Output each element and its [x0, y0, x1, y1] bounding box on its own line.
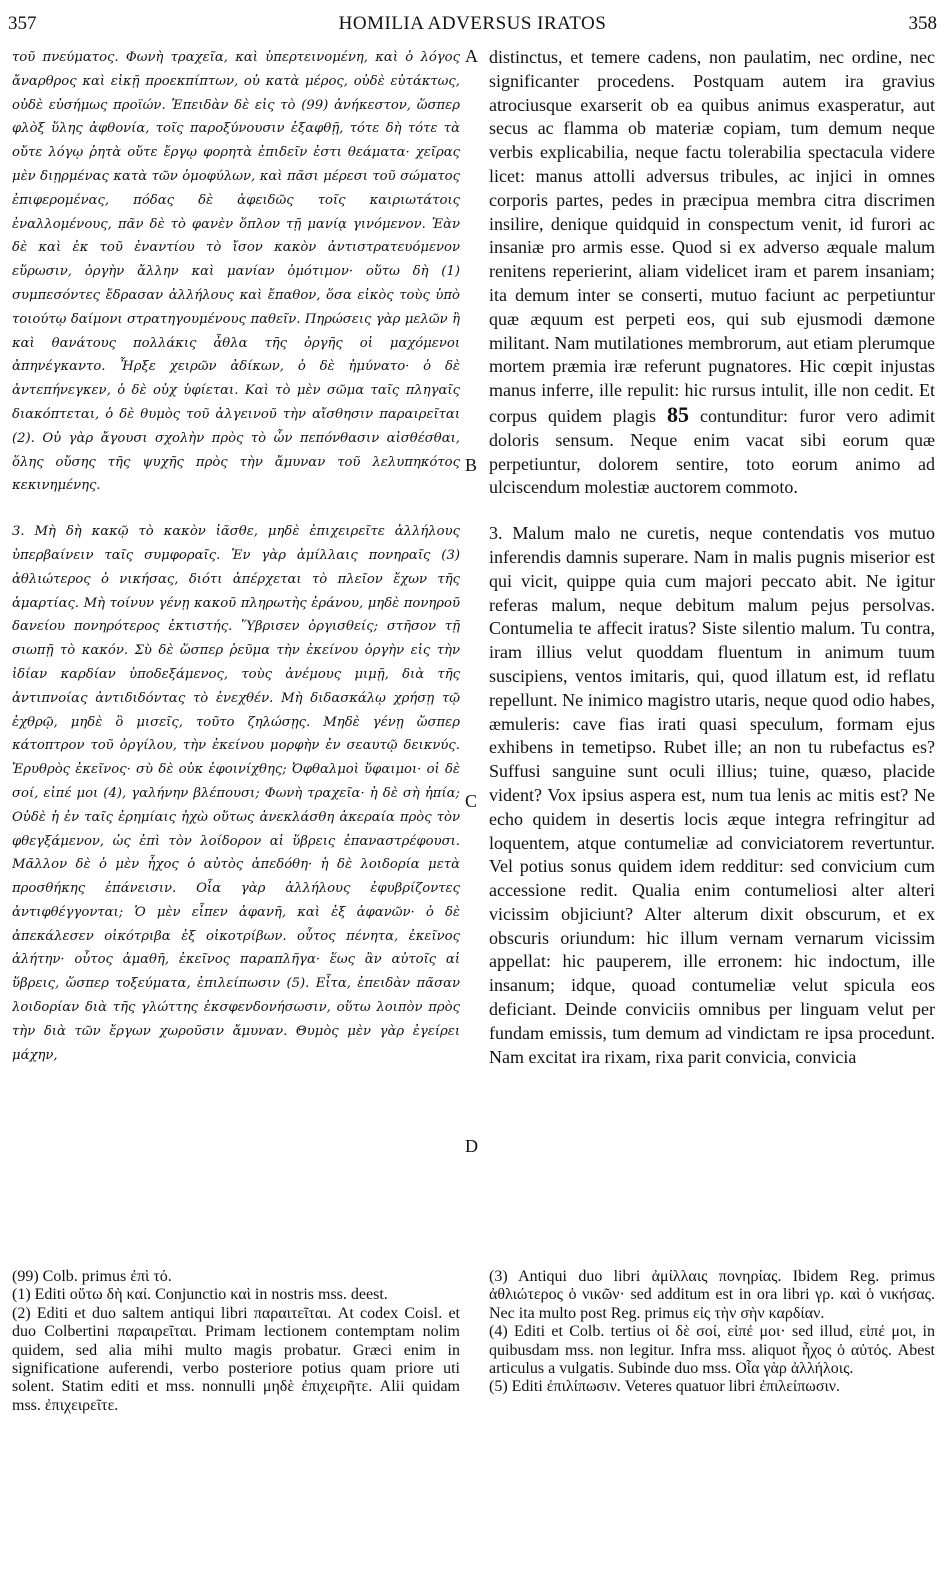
footnote-99: (99) Colb. primus ἐπὶ τό.: [12, 1268, 172, 1285]
greek-paragraph-1: τοῦ πνεύματος. Φωνὴ τραχεῖα, καὶ ὑπερτεινομένη, καὶ ὁ λόγος ἄναρθρος καὶ εἰκῇ προεκπίπτων, οὐ κατὰ μέρος, οὐδὲ εὐτάκτως, οὐδὲ εὐσήμως προϊών. Ἐπειδὰν δὲ εἰς τὸ (99) ἀνήκεστον, ὥσπερ φλὸξ ὕλης ἀφθονία, τοῖς παροξύνουσιν ἐξαφθῇ, τότε δὴ τότε τὰ οὔτε λόγῳ ῥητὰ οὔτε ἔργῳ φορητὰ ἐπιδεῖν ἐστι θεάματα· χεῖρας μὲν διῃρμένας κατὰ τῶν ὁμοφύλων, καὶ πᾶσι μέρεσι τοῦ σώματος ἐπιφερομένας, πόδας δὲ ἀφειδῶς τοῖς καιριωτάτοις ἐναλλομένους, πᾶν δὲ τὸ φανὲν ὅπλον τῇ μανίᾳ γινόμενον. Ἐὰν δὲ καὶ ἐκ τοῦ ἐναντίου τὸ ἴσον κακὸν ἀντιστρατευόμενον εὕρωσιν, ὀργὴν ἄλλην καὶ μανίαν ὁμότιμον· οὕτω δὴ (1) συμπεσόντες ἔδρασαν ἀλλήλους καὶ ἔπαθον, ὅσα εἰκὸς τοὺς ὑπὸ τοιούτῳ δαίμονι στρατηγουμένους παθεῖν. Πηρώσεις γὰρ μελῶν ἢ καὶ θανάτους πολλάκις ἆθλα τῆς ὀργῆς οἱ μαχόμενοι ἀπηνέγκαντο. Ἦρξε χειρῶν ἀδίκων, ὁ δὲ ἠμύνατο· ὁ δὲ ἀντεπήνεγκεν, ὁ δὲ οὐχ ὑφίεται. Καὶ τὸ μὲν σῶμα ταῖς πληγαῖς διακόπτεται, ὁ δὲ θυμὸς τοῦ ἀλγεινοῦ τὴν αἴσθησιν παραιρεῖται (2). Οὐ γὰρ ἄγουσι σχολὴν πρὸς τὸ ὧν πεπόνθασιν αἰσθέσθαι, ὅλης οὔσης τῆς ψυχῆς πρὸς τὴν ἄμυναν τοῦ λελυπηκότος κεκινημένης.: [12, 50, 460, 494]
page-number-left: 357: [8, 13, 37, 34]
latin-paragraph-1-b: contunditur: furor vero adimit doloris sensum. Neque enim vacat sibi eorum quæ perpetiuntur, dolorem sentire, toto eorum animo ad ulciscendum molestiæ auctorem commoto.: [489, 405, 935, 498]
footnote-4: (4) Editi et Colb. tertius οἱ δὲ σοί, εἰπέ μοι· sed illud, εἰπέ μοι, in quibusdam mss. non legitur. Infra mss. aliquot ἦχος ὁ αὐτός. Abest articulus a vulgatis. Subinde duo mss. Οἷα γὰρ ἀλλήλοις.: [489, 1323, 935, 1378]
marginal-page-number: 85: [667, 401, 690, 427]
footnotes-left: [12, 1268, 460, 1415]
running-header: [8, 13, 937, 39]
latin-paragraph-1: [489, 46, 935, 500]
footnote-1: (1) Editi οὕτω δὴ καί. Conjunctio καὶ in nostris mss. deest.: [12, 1286, 388, 1304]
footnote-5: (5) Editi ἐπιλίπωσιν. Veteres quatuor libri ἐπιλείπωσιν.: [489, 1378, 840, 1396]
page-number-right: 358: [908, 13, 937, 34]
latin-paragraph-1-a: distinctus, et temere cadens, non paulatim, nec ordine, nec significanter procedens. Postquam autem ira gravius atrociusque exarserit ob ea quibus animus exasperatur, aut secus ac flamma ob materiæ copiam, tum demum neque verbis explicabilia, neque factu tolerabilia spectacula videre licet: manus attolli adversus tribules, ac injici in omnes corporis partes, pedes in præcipua membra citra discrimen insilire, denique quidquid in conspectum venit, id furori ac insaniæ pro armis esse. Quod si ex adverso æquale malum renitens reperierint, aliam videlicet iram et parem insaniam; ita demum inter se conserti, mutuo faciunt ac perpetiuntur quæ æquum est perpeti eos, qui sub ejusmodi dæmone militant. Nam mutilationes membrorum, aut etiam plerumque mortem præmia iræ referunt pugnatores. Hic cœpit injustas manus inferre, ille repulit: hic rursus intulit, ille non cedit. Et corpus quidem plagis: [489, 47, 935, 426]
running-title: HOMILIA ADVERSUS IRATOS: [338, 13, 607, 34]
margin-letter-a: A: [465, 46, 478, 66]
latin-paragraph-2: 3. Malum malo ne curetis, neque contendatis vos mutuo inferendis damnis superare. Nam in malis pugnis miserior est qui vicit, quippe quia cum majori peccato abit. Ne igitur referas malum, neque debitum malum pejus persolvas. Contumelia te affecit iratus? Siste silentio malum. Tu contra, iram illius velut quoddam fluentum in animum tuum suscipiens, ventos imitaris, qui, quod illatum est, id reflatu repellunt. Ne inimico magistro utaris, neque quod odio habes, æmuleris: cave fias irati quasi speculum, formam ejus exhibens in temetipso. Rubet ille; an non tu rubefactus es? Suffusi sanguine sunt oculi illius; tuine, quæso, placide vident? Vox ipsius aspera est, num tua lenis ac mitis est? Ne echo quidem in desertis locis æque integra refringitur ad loquentem, atque contumeliæ ad conviciatorem revertuntur. Vel potius sonus quidem idem redditur: sed convicium cum accessione redit. Qualia enim contumeliosi alter alteri vicissim objiciunt? Alter alterum dixit obscurum, et ex obscuris oriundum: hic illum vernam vernarum vicissim appellat: hic pauperem, ille erronem: hic indoctum, ille insanum; idque, quoad contumeliæ velut spicula eos deficiant. Deinde conviciis omnibus per linguam velut per fundam emissis, tum demum ad vindictam re ipsa procedunt. Nam excitat ira rixam, rixa parit convicia, convicia: [489, 523, 935, 1067]
footnote-3: (3) Antiqui duo libri ἀμίλλαις πονηρίας. Ibidem Reg. primus ἀθλιώτερος ὁ νικῶν· sed additum est in ora libri γρ. καὶ ὁ νικήσας. Nec ita multo post Reg. primus εἰς τὴν σὴν καρδίαν.: [489, 1268, 935, 1322]
footnote-2: (2) Editi et duo saltem antiqui libri παραιτεῖται. At codex Coisl. et duo Colbertini παραιρεῖται. Primam lectionem contemptam nolim quidem, sed alia mihi multo magis probatur. Græci enim in significatione auferendi, verbo posteriore potius quam priore uti solent. Statim editi et mss. nonnulli μηδὲ ἐπιχειρῆτε. Alii quidam mss. ἐπιχειρεῖτε.: [12, 1304, 460, 1414]
margin-letter-c: C: [465, 791, 478, 811]
margin-letter-b: B: [465, 455, 478, 475]
latin-column: [489, 46, 935, 1242]
footnotes-right: [489, 1268, 935, 1397]
greek-column: [12, 46, 460, 1242]
margin-letter-d: D: [465, 1136, 478, 1156]
greek-paragraph-2: 3. Μὴ δὴ κακῷ τὸ κακὸν ἰᾶσθε, μηδὲ ἐπιχειρεῖτε ἀλλήλους ὑπερβαίνειν ταῖς συμφοραῖς. Ἐν γὰρ ἁμίλλαις πονηραῖς (3) ἀθλιώτερος ὁ νικήσας, διότι ἀπέρχεται τὸ πλεῖον ἔχων τῆς ἁμαρτίας. Μὴ τοίνυν γένῃ κακοῦ πληρωτὴς ἐράνου, μηδὲ πονηροῦ δανείου πονηρότερος ἐκτιστής. Ὕβρισεν ὀργισθείς; στῆσον τῇ σιωπῇ τὸ κακόν. Σὺ δὲ ὥσπερ ῥεῦμα τὴν ἐκείνου ὀργὴν εἰς τὴν ἰδίαν καρδίαν ὑποδεξάμενος, τοὺς ἀνέμους μιμῇ, διὰ τῆς ἀντιπνοίας ἀντιδιδόντας τὸ ἐνεχθέν. Μὴ διδασκάλῳ χρήσῃ τῷ ἐχθρῷ, μηδὲ ὃ μισεῖς, τοῦτο ζηλώσῃς. Μηδὲ γένῃ ὥσπερ κάτοπτρον τοῦ ὀργίλου, τὴν ἐκείνου μορφὴν ἐν σεαυτῷ δεικνύς. Ἐρυθρὸς ἐκεῖνος· σὺ δὲ οὐκ ἐφοινίχθης; Ὀφθαλμοὶ ὕφαιμοι· οἱ δὲ σοί, εἰπέ μοι (4), γαλήνην βλέπουσι; Φωνὴ τραχεῖα· ἡ δὲ σὴ ἠπία; Οὐδὲ ἡ ἐν ταῖς ἐρημίαις ἠχὼ οὕτως ἀνεκλάσθη ἀκεραία πρὸς τὸν φθεγξάμενον, ὡς ἐπὶ τὸν λοίδορον αἱ ὕβρεις ἐπαναστρέφουσι. Μᾶλλον δὲ ὁ μὲν ἦχος ὁ αὐτὸς ἀπεδόθη· ἡ δὲ λοιδορία μετὰ προσθήκης ἐπάνεισιν. Οἷα γὰρ ἀλλήλους ἐφυβρίζοντες ἀντιφθέγγονται; Ὁ μὲν εἶπεν ἀφανῆ, καὶ ἐξ ἀφανῶν· ὁ δὲ ἀπεκάλεσεν οἰκότριβα ἐξ οἰκοτρίβων. οὗτος πένητα, ἐκεῖνος ἀλήτην· οὗτος ἀμαθῆ, ἐκεῖνος παραπλῆγα· ἕως ἂν αὐτοῖς αἱ ὕβρεις, ὥσπερ τοξεύματα, ἐπιλείπωσιν (5). Εἶτα, ἐπειδὰν πᾶσαν λοιδορίαν διὰ τῆς γλώττης ἐκσφενδονήσωσιν, οὕτω λοιπὸν πρὸς τὴν διὰ τῶν ἔργων χωροῦσιν ἄμυναν. Θυμὸς μὲν γὰρ ἐγείρει μάχην,: [12, 524, 460, 1063]
